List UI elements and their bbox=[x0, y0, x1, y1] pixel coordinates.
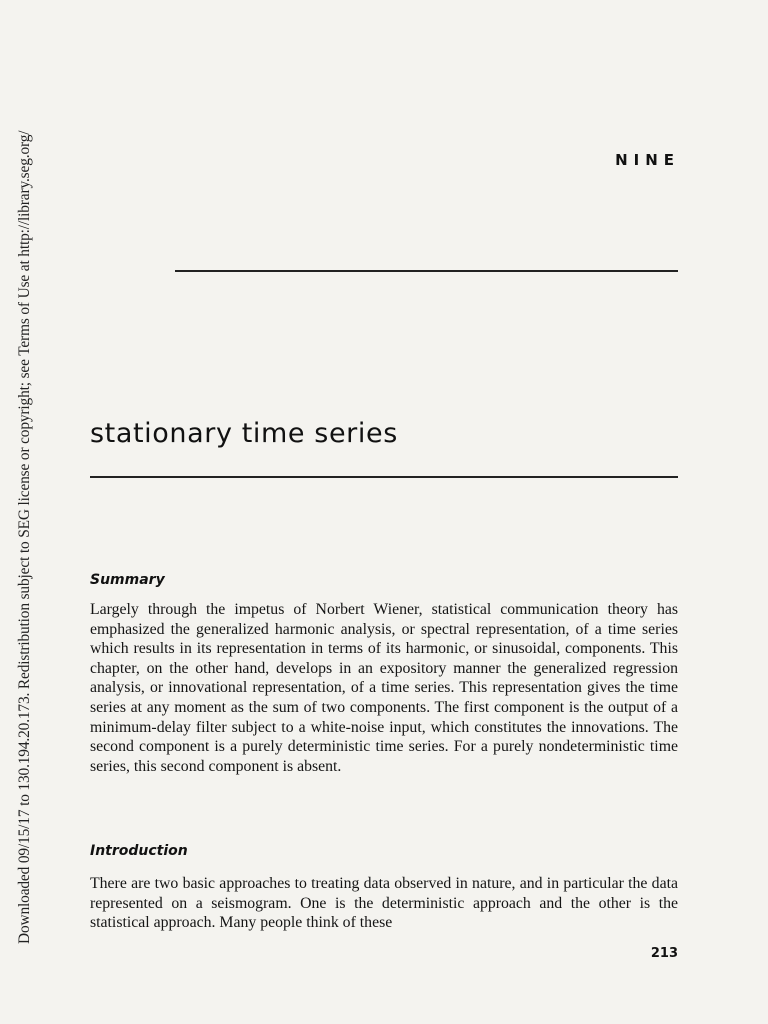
introduction-heading: Introduction bbox=[90, 843, 188, 859]
chapter-title: stationary time series bbox=[90, 418, 398, 449]
chapter-number: NINE bbox=[615, 151, 680, 169]
introduction-paragraph: There are two basic approaches to treating data observed in nature, and in particular the data represented on a seismogram. One is the deterministic approach and the other is the statistical approach. Many people think of these bbox=[90, 875, 678, 932]
summary-paragraph: Largely through the impetus of Norbert Wiener, statistical communication theory has emphasized the generalized harmonic analysis, or spectral representation, of a time series which results in its representation in terms of its harmonic, or sinusoidal, components. This chapter, on the other hand, develops in an expository manner the generalized regression analysis, or innovational representation, of a time series. This representation gives the time series at any moment as the sum of two components. The first component is the output of a minimum-delay filter subject to a white-noise input, which constitutes the innovations. The second component is a purely deterministic time series. For a purely nondeterministic time series, this second component is absent. bbox=[90, 601, 678, 775]
page-number: 213 bbox=[650, 946, 678, 961]
chapter-rule-top bbox=[175, 270, 678, 272]
chapter-rule-bottom bbox=[90, 476, 678, 478]
summary-heading: Summary bbox=[90, 572, 165, 588]
download-notice: Downloaded 09/15/17 to 130.194.20.173. Redistribution subject to SEG license or copyright; see Terms of Use at http://library.seg.org/ bbox=[16, 130, 33, 944]
